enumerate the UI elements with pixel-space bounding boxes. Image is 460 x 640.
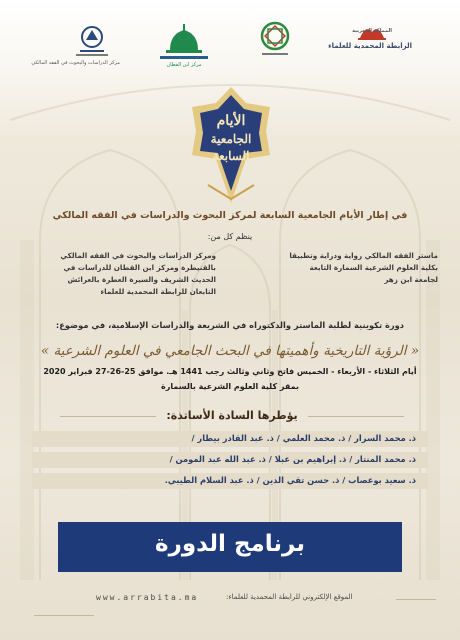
maliki-center-emblem-icon <box>70 20 114 60</box>
seventh-university-days-emblem <box>186 85 276 205</box>
maliki-center-caption: مركز الدراسات والبحوث في الفقه المالكي <box>31 60 120 66</box>
maliki-center-logo <box>31 20 120 66</box>
intro-line: في إطار الأيام الجامعية السابعة لمركز البحوث والدراسات في الفقه المالكي <box>52 210 408 221</box>
course-venue: بمقر كلية العلوم الشرعية بالسمارة <box>161 382 299 391</box>
organizer-left-column <box>26 250 216 298</box>
organizer-left-line: الحديث الشريف والسيرة العطرة بالعرائش <box>67 275 216 284</box>
website-label: الموقع الإلكتروني للرابطة المحمدية للعلماء: <box>226 593 353 601</box>
organizer-right-line: لجامعة ابن زهر <box>384 275 438 284</box>
website-url: www.arrabita.ma <box>96 593 199 602</box>
footer <box>0 585 460 625</box>
rabita-logo <box>328 20 412 50</box>
emblem-line-3: السابعة <box>212 149 250 163</box>
organizer-right-line: بكلية العلوم الشرعية السمارة التابعة <box>309 263 438 272</box>
ibn-qattan-logo <box>156 20 212 66</box>
mosque-dome-icon <box>156 20 212 62</box>
course-topic: « الرؤية التاريخية وأهميتها في البحث الجامعي في العلوم الشرعية » <box>40 343 420 359</box>
organizer-left-line: بالقنيطرة ومركز ابن القطان للدراسات في <box>63 263 216 272</box>
organizer-right-line: ماستر الفقه المالكي رواية ودراية وتطبيقا <box>289 251 438 260</box>
footer-divider-left <box>34 615 94 616</box>
professors-title: يؤطرها السادة الأساتذة: <box>166 409 298 422</box>
professors-row-text: ذ. سعيد بوعصاب / ذ. حسن تقي الدين / ذ. عبد السلام الطيبي. <box>164 475 416 485</box>
organizer-left-line: ومركز الدراسات والبحوث في الفقه المالكي <box>60 251 216 260</box>
professors-row-text: ذ. محمد المنتار / ذ. إبراهيم بن عبلا / ذ. عبد الله عبد المومن / <box>169 454 416 464</box>
organized-by-label: ينظم كل من: <box>207 232 253 241</box>
course-dates: أيام الثلاثاء - الأربعاء - الخميس فاتح وثاني وثالث رجب 1441 هـ. موافق 25-26-27 فبراير 2020 <box>43 367 417 376</box>
ibn-qattan-caption: مركز ابن القطان <box>166 62 202 68</box>
rabita-name-caption: الرابطة المحمدية للعلماء <box>328 42 412 50</box>
organizer-right-column <box>248 250 438 286</box>
logos-row <box>0 20 460 80</box>
geometric-seal-icon <box>258 20 292 60</box>
divider-left <box>60 416 156 417</box>
course-description: دورة تكوينية لطلبة الماستر والدكتوراه في الشريعة والدراسات الإسلامية، في موضوع: <box>55 320 405 330</box>
professors-row <box>32 473 428 489</box>
professors-row-text: ذ. محمد السرار / ذ. محمد العلمي / ذ. عبد القادر بيطار / <box>191 433 416 443</box>
professors-row <box>32 431 428 447</box>
emblem-line-2: الجامعية <box>210 132 252 146</box>
university-seal-logo <box>258 20 292 64</box>
professors-row <box>32 452 428 468</box>
rabita-country-caption: المملكة المغربية <box>352 28 392 34</box>
footer-divider-right <box>396 599 436 600</box>
divider-right <box>308 416 404 417</box>
program-banner <box>58 522 402 572</box>
program-title: برنامج الدورة <box>155 531 305 557</box>
emblem-line-1: الأيام <box>216 113 246 129</box>
organizer-left-line: التابعان للرابطة المحمدية للعلماء <box>100 287 216 296</box>
